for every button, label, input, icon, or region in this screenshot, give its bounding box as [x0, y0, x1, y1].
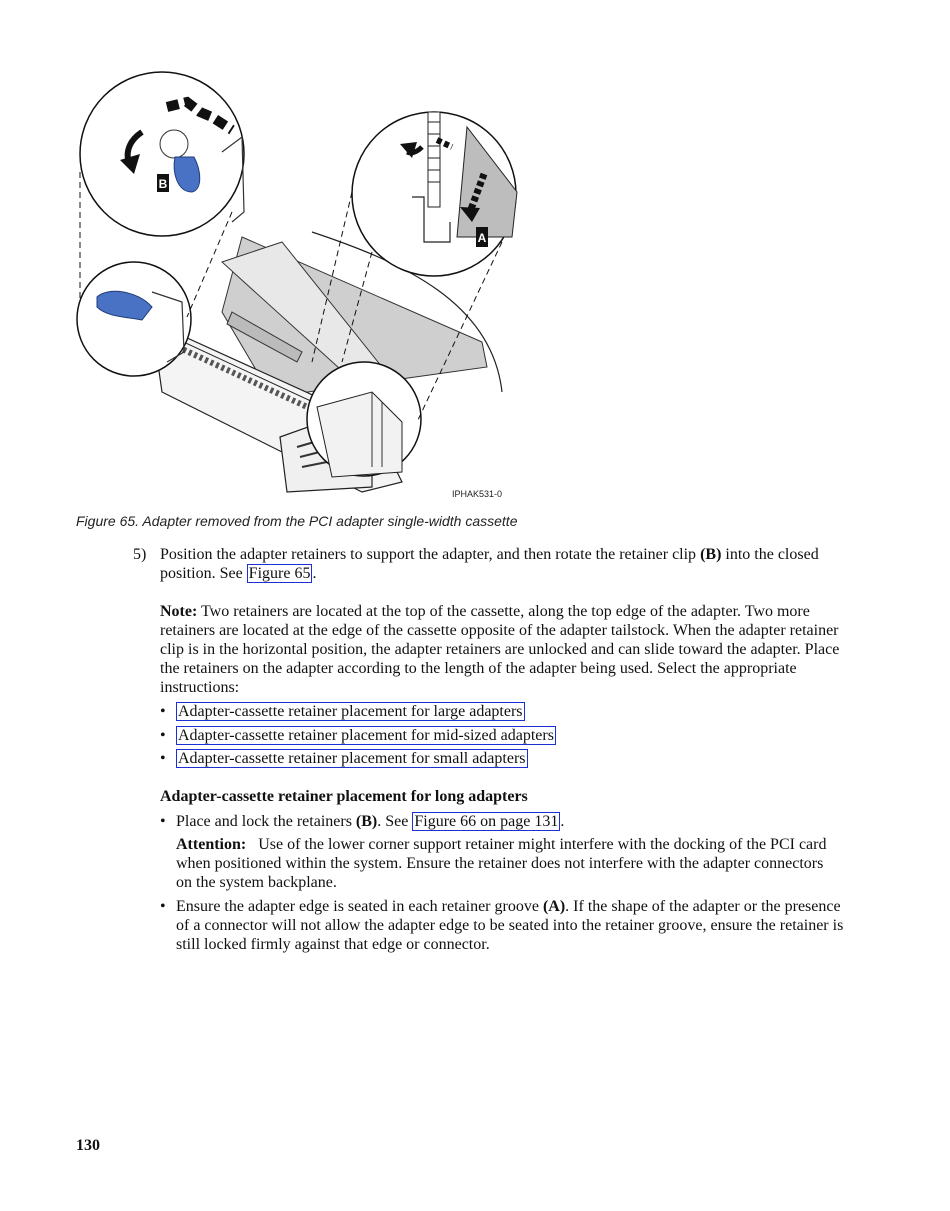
list-item — [160, 812, 850, 831]
figure-caption: Figure 65. Adapter removed from the PCI adapter single-width cassette — [76, 513, 518, 529]
note-label: Note: — [160, 603, 198, 620]
attention-text: Use of the lower corner support retainer might interfere with the docking of the PCI card when positioned within the system. Ensure the retainer does not interfere with the adapter connectors on the system backplane. — [176, 836, 831, 891]
step-text-part: into the closed position. See — [160, 546, 819, 582]
callout-b-label: B — [158, 177, 168, 191]
figure-65-illustration — [72, 62, 522, 507]
figure-id-label: IPHAK531-0 — [452, 489, 503, 499]
bullet-icon: • — [160, 898, 166, 915]
link-small-adapters[interactable]: Adapter-cassette retainer placement for small adapters — [178, 750, 526, 767]
section-heading: Adapter-cassette retainer placement for long adapters — [160, 788, 528, 805]
link-mid-sized-adapters[interactable]: Adapter-cassette retainer placement for mid-sized adapters — [178, 726, 554, 744]
figure-66-link[interactable]: Figure 66 on page 131 — [414, 813, 559, 830]
list-item — [160, 897, 850, 954]
bullet-text-part: . If the shape of the adapter or the presence of a connector will not allow the adapter edge to be seated into the retainer groove, ensure the retainer is still locked firmly against that edge or connector. — [176, 898, 844, 953]
cassette-illustration — [72, 62, 522, 507]
bullet-bold-b: (B) — [355, 813, 378, 830]
long-adapter-steps-1 — [160, 812, 850, 831]
step-bold-b: (B) — [700, 546, 722, 563]
list-item — [160, 702, 850, 721]
bullet-icon: • — [160, 750, 166, 767]
bullet-text-part: Place and lock the retainers — [176, 813, 356, 830]
instruction-links-list — [160, 702, 850, 773]
long-adapter-steps-2 — [160, 897, 850, 954]
figure-65-link[interactable]: Figure 65 — [248, 565, 311, 582]
page-number: 130 — [76, 1137, 100, 1154]
step-text-part: . — [312, 565, 317, 582]
note-paragraph — [160, 602, 840, 697]
bullet-icon: • — [160, 813, 166, 830]
bullet-text-part: Ensure the adapter edge is seated in each retainer groove — [176, 898, 543, 915]
bullet-icon: • — [160, 726, 166, 744]
link-large-adapters[interactable]: Adapter-cassette retainer placement for large adapters — [178, 703, 523, 720]
step-text — [160, 545, 835, 583]
bullet-bold-a: (A) — [542, 898, 566, 915]
bullet-text-part: . — [560, 813, 565, 830]
bullet-icon: • — [160, 703, 166, 720]
note-text: Two retainers are located at the top of the cassette, along the top edge of the adapter. Two more retainers are located at the edge of the cassette opposite of the adapter tailstock. When the adapter retainer clip is in the horizontal position, the adapter retainers are unlocked and can slide toward the adapter. Place the retainers on the adapter according to the length of the adapter being used. Select the appropriate instructions: — [160, 603, 840, 696]
callout-a-label: A — [477, 231, 487, 245]
attention-label: Attention: — [176, 836, 247, 853]
attention-paragraph — [176, 835, 842, 892]
list-item — [160, 726, 850, 745]
step-text-part: Position the adapter retainers to support the adapter, and then rotate the retainer clip — [160, 546, 701, 563]
list-item — [160, 749, 850, 768]
step-number: 5) — [133, 546, 147, 563]
bullet-text-part: . See — [377, 813, 413, 830]
